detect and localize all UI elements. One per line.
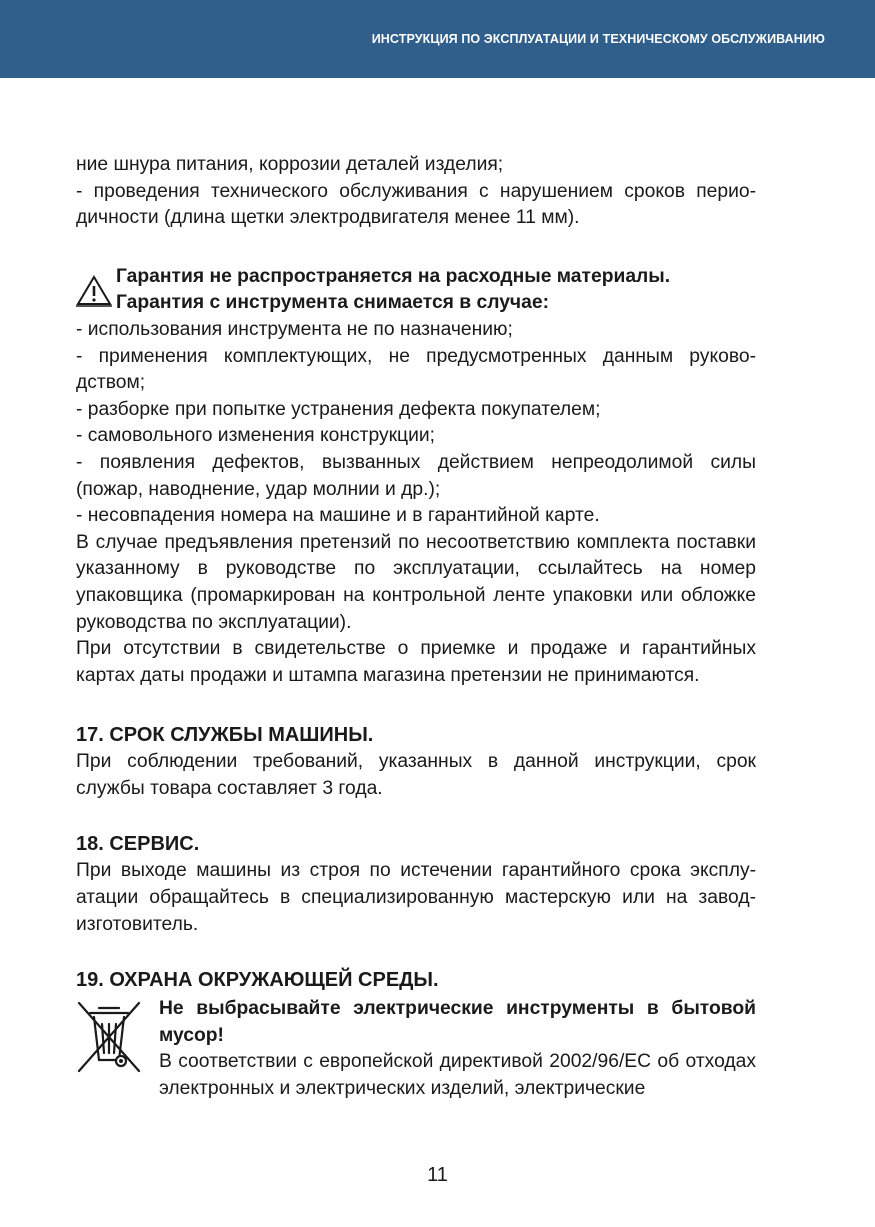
section-17-text: При соблюдении требований, указанных в данной инструкции, срок службы товара составляет 3 года. bbox=[76, 751, 756, 799]
intro-line-1: ние шнура питания, коррозии деталей изделия; bbox=[76, 154, 504, 175]
header-band bbox=[0, 0, 875, 78]
warranty-paragraph-1: В случае предъявления претензий по несоответствию комплекта поставки указанному в руководстве по эксплуатации, ссылайтесь на номер упаковщика (промаркирован на контрольной ленте упаковки или обложке руководства по эксплуатации). bbox=[76, 531, 756, 633]
page-number: 11 bbox=[427, 1164, 448, 1186]
recycling-notice bbox=[76, 996, 756, 1102]
warranty-warning bbox=[76, 264, 756, 317]
section-19-text: В соответствии с европейской директивой 2002/96/EC об отходах электронных и электрических изделий, электрические bbox=[159, 1051, 756, 1100]
intro-line-3: дичности (длина щетки электродвигателя менее 11 мм). bbox=[76, 207, 580, 229]
warranty-item-3: - разборке при попытке устранения дефекта покупателем; bbox=[76, 398, 601, 420]
section-18-text: При выходе машины из строя по истечении гарантийного срока эксплу-атации обращайтесь в специализированную мастерскую или на завод-изготовитель. bbox=[76, 860, 756, 935]
warranty-item-2: - применения комплектующих, не предусмотренных данным руково-дством; bbox=[76, 345, 756, 394]
warranty-item-4: - самовольного изменения конструкции; bbox=[76, 425, 435, 447]
warranty-item-1: - использования инструмента не по назначению; bbox=[76, 318, 513, 340]
warranty-line-1: Гарантия не распространяется на расходные материалы. bbox=[116, 265, 671, 287]
section-18-title: 18. СЕРВИС. bbox=[76, 833, 200, 856]
intro-line-2: - проведения технического обслуживания с нарушением сроков перио- bbox=[76, 180, 756, 202]
section-17-title: 17. СРОК СЛУЖБЫ МАШИНЫ. bbox=[76, 724, 374, 747]
warning-triangle-icon bbox=[76, 275, 112, 307]
warranty-item-6: - несовпадения номера на машине и в гарантийной карте. bbox=[76, 505, 600, 527]
crossed-out-bin-icon bbox=[76, 998, 142, 1076]
section-19-title: 19. ОХРАНА ОКРУЖАЮЩЕЙ СРЕДЫ. bbox=[76, 969, 439, 992]
recycling-warning: Не выбрасывайте электрические инструменты в бытовой мусор! bbox=[159, 998, 756, 1046]
page-content bbox=[76, 152, 756, 1103]
header-title: ИНСТРУКЦИЯ ПО ЭКСПЛУАТАЦИИ И ТЕХНИЧЕСКОМУ ОБСЛУЖИВАНИЮ bbox=[371, 32, 825, 46]
warranty-item-5: - появления дефектов, вызванных действием непреодолимой силы (пожар, наводнение, удар молнии и др.); bbox=[76, 451, 756, 500]
warranty-paragraph-2: При отсутствии в свидетельстве о приемке и продаже и гарантийных картах даты продажи и штампа магазина претензии не принимаются. bbox=[76, 638, 756, 686]
warranty-line-2: Гарантия с инструмента снимается в случае: bbox=[116, 292, 549, 314]
